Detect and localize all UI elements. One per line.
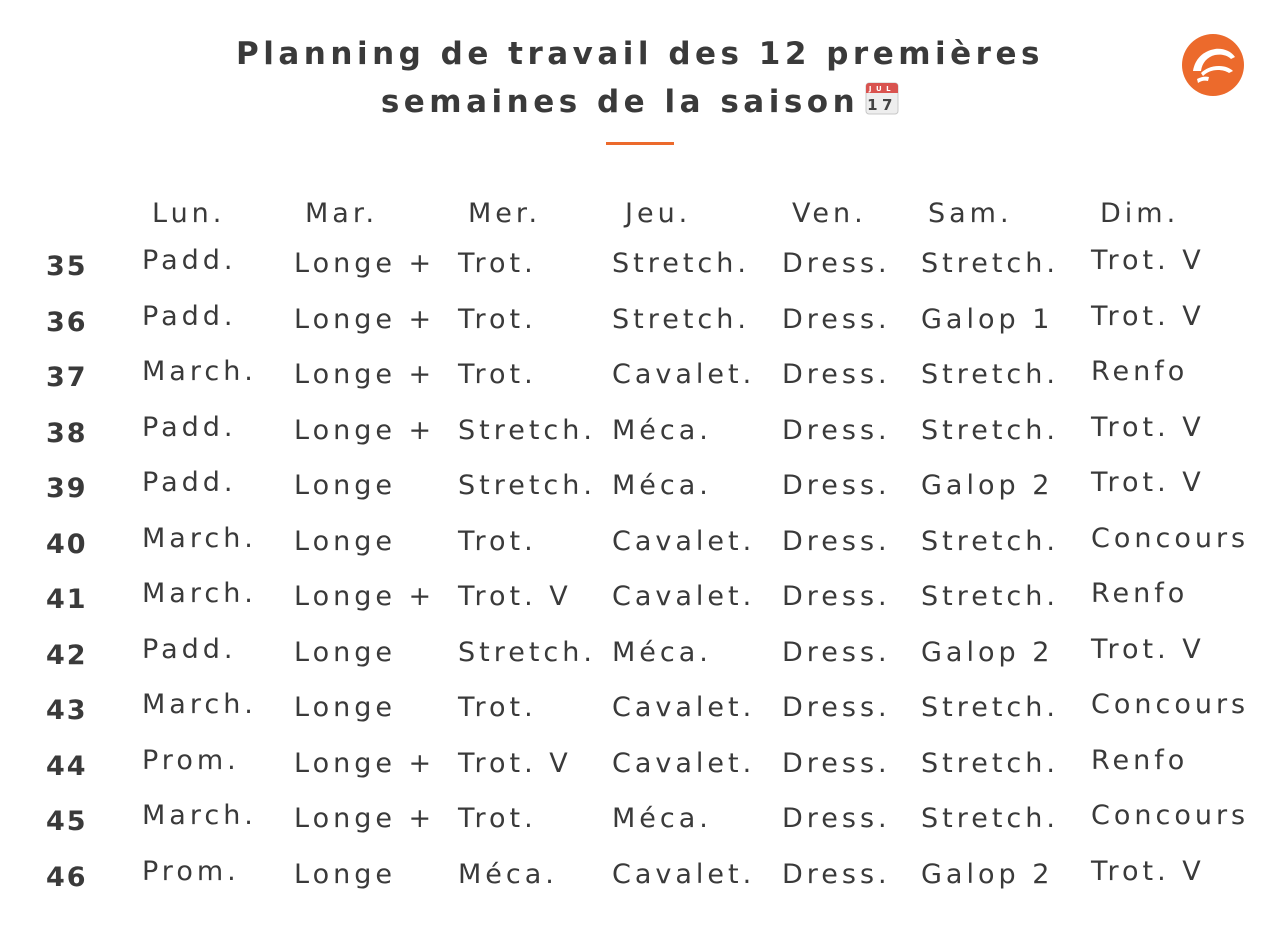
schedule-cell-jeu: Stretch. [612,303,750,335]
schedule-cell-mer: Trot. [458,248,537,279]
schedule-cell-dim: Concours [1091,522,1250,554]
schedule-cell-lun: March. [142,522,257,554]
week-number: 36 [46,306,88,338]
schedule-cell-dim: Renfo [1091,356,1189,387]
schedule-cell-dim: Trot. V [1091,245,1205,276]
schedule-cell-mer: Trot. [458,359,537,390]
schedule-cell-ven: Dress. [782,303,891,335]
schedule-cell-lun: Prom. [142,744,240,776]
day-header-sam: Sam. [928,198,1013,229]
schedule-cell-lun: Padd. [142,411,237,443]
schedule-cell-sam: Galop 2 [921,858,1054,890]
schedule-cell-lun: March. [142,800,257,831]
week-number: 39 [46,473,88,504]
schedule-cell-mar: Longe [294,636,396,668]
schedule-cell-mer: Trot. [458,803,537,834]
schedule-cell-ven: Dress. [782,359,891,390]
schedule-cell-sam: Galop 2 [921,470,1054,501]
schedule-cell-sam: Galop 1 [921,303,1054,335]
schedule-cell-ven: Dress. [782,692,891,723]
schedule-cell-ven: Dress. [782,747,891,779]
calendar-month: JUL [869,85,896,93]
title-line-1: Planning de travail des 12 premières [236,36,1044,72]
schedule-cell-sam: Stretch. [921,525,1059,557]
schedule-cell-mar: Longe + [294,803,436,834]
schedule-cell-mer: Trot. V [458,747,572,779]
week-number: 46 [46,861,88,893]
week-number: 41 [46,584,88,615]
schedule-cell-dim: Renfo [1091,744,1189,776]
schedule-cell-lun: Padd. [142,467,237,498]
schedule-cell-dim: Trot. V [1091,300,1205,332]
schedule-cell-jeu: Stretch. [612,248,750,279]
schedule-cell-mar: Longe + [294,581,436,612]
schedule-cell-ven: Dress. [782,414,891,446]
schedule-cell-sam: Stretch. [921,803,1059,834]
schedule-cell-jeu: Cavalet. [612,581,756,612]
schedule-cell-dim: Renfo [1091,578,1189,609]
schedule-cell-ven: Dress. [782,248,891,279]
week-number: 45 [46,806,88,837]
day-header-ven: Ven. [792,198,867,229]
calendar-day: 17 [867,96,898,114]
schedule-cell-lun: March. [142,689,257,720]
week-number: 43 [46,695,88,726]
schedule-cell-ven: Dress. [782,525,891,557]
schedule-cell-lun: Padd. [142,300,237,332]
schedule-cell-mar: Longe + [294,414,436,446]
week-number: 44 [46,750,88,782]
schedule-cell-mer: Stretch. [458,470,596,501]
day-header-mer: Mer. [468,198,542,229]
schedule-cell-mar: Longe + [294,747,436,779]
schedule-cell-mar: Longe [294,858,396,890]
schedule-cell-mer: Stretch. [458,636,596,668]
schedule-cell-sam: Stretch. [921,581,1059,612]
day-header-lun: Lun. [152,198,226,229]
week-number: 37 [46,362,88,393]
schedule-cell-lun: March. [142,578,257,609]
schedule-cell-ven: Dress. [782,581,891,612]
day-header-dim: Dim. [1100,198,1180,229]
schedule-cell-jeu: Cavalet. [612,692,756,723]
week-number: 42 [46,639,88,671]
week-number: 40 [46,528,88,560]
schedule-cell-mar: Longe [294,525,396,557]
schedule-cell-dim: Trot. V [1091,467,1205,498]
schedule-cell-jeu: Méca. [612,414,712,446]
schedule-cell-lun: Padd. [142,245,237,276]
schedule-cell-jeu: Méca. [612,803,712,834]
schedule-cell-dim: Trot. V [1091,855,1205,887]
schedule-cell-mar: Longe + [294,359,436,390]
schedule-cell-ven: Dress. [782,470,891,501]
schedule-cell-sam: Stretch. [921,414,1059,446]
schedule-cell-mer: Trot. [458,303,537,335]
schedule-cell-ven: Dress. [782,636,891,668]
schedule-cell-lun: March. [142,356,257,387]
schedule-cell-ven: Dress. [782,803,891,834]
schedule-cell-dim: Trot. V [1091,411,1205,443]
schedule-cell-dim: Concours [1091,800,1250,831]
week-number: 38 [46,417,88,449]
schedule-cell-jeu: Méca. [612,470,712,501]
schedule-cell-dim: Trot. V [1091,633,1205,665]
schedule-cell-sam: Stretch. [921,692,1059,723]
schedule-cell-lun: Prom. [142,855,240,887]
schedule-cell-mer: Trot. [458,525,537,557]
schedule-cell-mar: Longe + [294,248,436,279]
day-header-mar: Mar. [305,198,379,229]
schedule-cell-mer: Méca. [458,858,558,890]
schedule-cell-sam: Stretch. [921,747,1059,779]
schedule-cell-dim: Concours [1091,689,1250,720]
schedule-cell-mar: Longe [294,470,396,501]
schedule-cell-mar: Longe + [294,303,436,335]
schedule-cell-mer: Trot. [458,692,537,723]
title-line-2-text: semaines de la saison [380,84,860,120]
schedule-cell-jeu: Cavalet. [612,747,756,779]
schedule-cell-mer: Stretch. [458,414,596,446]
schedule-cell-lun: Padd. [142,633,237,665]
schedule-cell-jeu: Cavalet. [612,525,756,557]
schedule-cell-jeu: Méca. [612,636,712,668]
week-number: 35 [46,251,88,282]
schedule-cell-ven: Dress. [782,858,891,890]
schedule-cell-mer: Trot. V [458,581,572,612]
schedule-cell-jeu: Cavalet. [612,858,756,890]
schedule-cell-sam: Stretch. [921,359,1059,390]
day-header-jeu: Jeu. [625,198,692,229]
schedule-cell-sam: Galop 2 [921,636,1054,668]
schedule-cell-mar: Longe [294,692,396,723]
schedule-cell-sam: Stretch. [921,248,1059,279]
schedule-cell-jeu: Cavalet. [612,359,756,390]
